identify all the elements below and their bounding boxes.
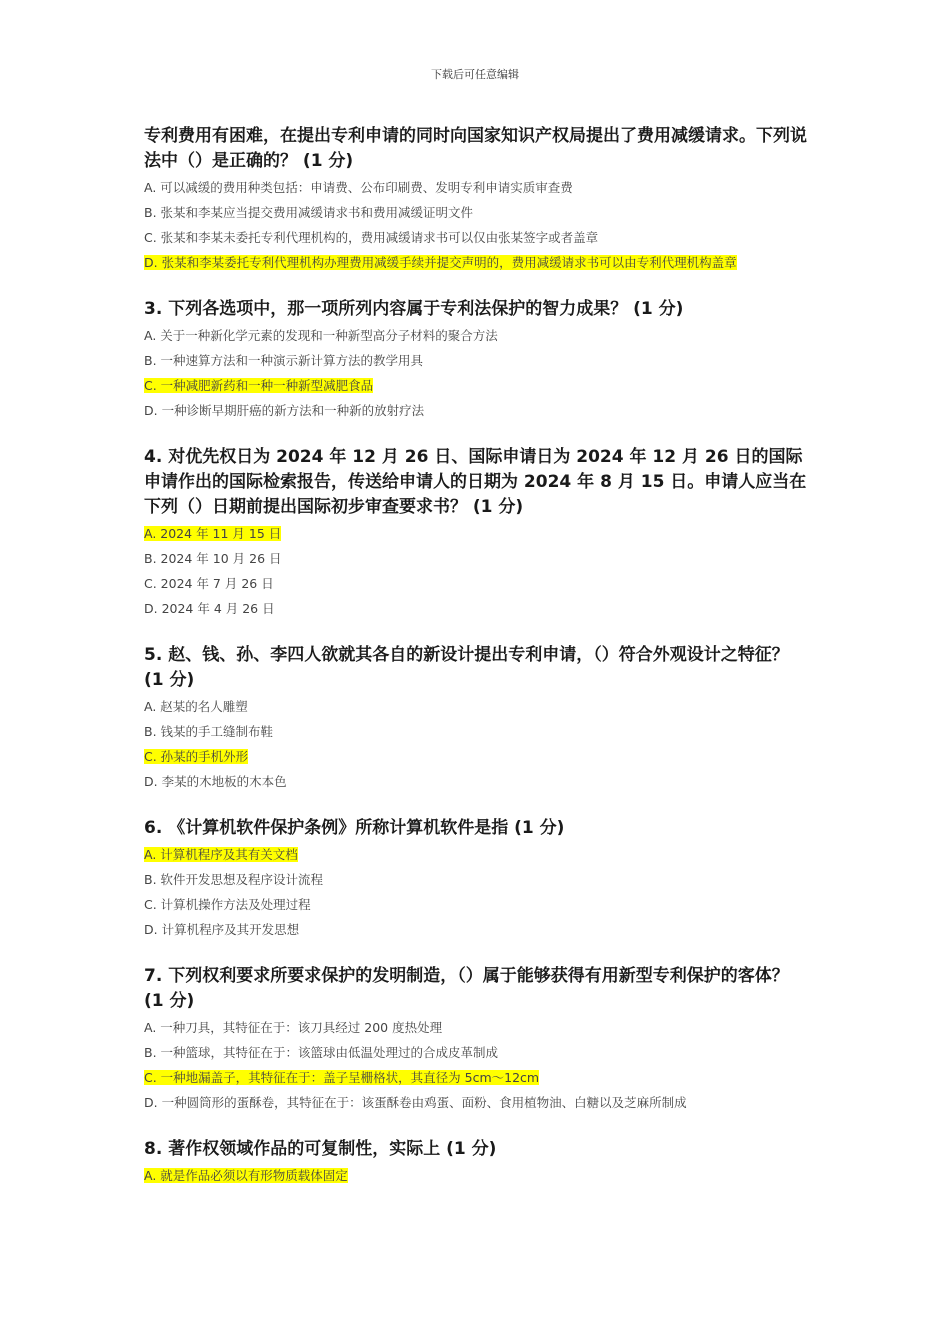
option-text: C. 一种地漏盖子，其特征在于：盖子呈栅格状，其直径为 5cm～12cm xyxy=(144,1070,540,1085)
answer-option-highlighted xyxy=(144,521,812,546)
answer-option-highlighted xyxy=(144,250,812,275)
option-text: C. 计算机操作方法及处理过程 xyxy=(144,897,311,912)
option-text: D. 一种诊断早期肝癌的新方法和一种新的放射疗法 xyxy=(144,403,425,418)
answer-option xyxy=(144,323,812,348)
option-text: C. 2024 年 7 月 26 日 xyxy=(144,576,274,591)
question-title: 8. 著作权领域作品的可复制性，实际上 (1 分) xyxy=(144,1139,497,1159)
answer-option xyxy=(144,571,812,596)
option-text: A. 计算机程序及其有关文档 xyxy=(144,847,298,862)
option-list xyxy=(144,1163,812,1188)
option-list xyxy=(144,1015,812,1115)
answer-option-highlighted xyxy=(144,1163,812,1188)
answer-option xyxy=(144,867,812,892)
option-text: B. 2024 年 10 月 26 日 xyxy=(144,551,282,566)
answer-option xyxy=(144,917,812,942)
option-text: A. 可以减缓的费用种类包括：申请费、公布印刷费、发明专利申请实质审查费 xyxy=(144,180,573,195)
option-text: C. 孙某的手机外形 xyxy=(144,749,249,764)
answer-option-highlighted xyxy=(144,744,812,769)
question-block xyxy=(144,124,812,275)
answer-option xyxy=(144,1090,812,1115)
question-block xyxy=(144,964,812,1115)
question-block xyxy=(144,297,812,423)
answer-option xyxy=(144,596,812,621)
question-title: 6. 《计算机软件保护条例》所称计算机软件是指 (1 分) xyxy=(144,818,565,838)
option-text: D. 计算机程序及其开发思想 xyxy=(144,922,300,937)
answer-option xyxy=(144,769,812,794)
answer-option-highlighted xyxy=(144,373,812,398)
question-block xyxy=(144,643,812,794)
option-text: B. 一种速算方法和一种演示新计算方法的教学用具 xyxy=(144,353,424,368)
option-text: A. 2024 年 11 月 15 日 xyxy=(144,526,282,541)
option-list xyxy=(144,521,812,621)
question-list xyxy=(144,124,812,1210)
question-title: 3. 下列各选项中，那一项所列内容属于专利法保护的智力成果？ (1 分) xyxy=(144,299,684,319)
answer-option xyxy=(144,546,812,571)
question-block xyxy=(144,445,812,621)
question-title: 专利费用有困难，在提出专利申请的同时向国家知识产权局提出了费用减缓请求。下列说法中（）是正确的？ (1 分) xyxy=(144,126,807,171)
answer-option xyxy=(144,694,812,719)
option-text: D. 一种圆筒形的蛋酥卷，其特征在于：该蛋酥卷由鸡蛋、面粉、食用植物油、白糖以及芝麻所制成 xyxy=(144,1095,687,1110)
option-text: C. 张某和李某未委托专利代理机构的，费用减缓请求书可以仅由张某签字或者盖章 xyxy=(144,230,599,245)
option-text: A. 一种刀具，其特征在于：该刀具经过 200 度热处理 xyxy=(144,1020,443,1035)
answer-option xyxy=(144,892,812,917)
answer-option xyxy=(144,175,812,200)
answer-option xyxy=(144,200,812,225)
option-text: C. 一种减肥新药和一种一种新型减肥食品 xyxy=(144,378,374,393)
option-list xyxy=(144,842,812,942)
question-title: 4. 对优先权日为 2024 年 12 月 26 日、国际申请日为 2024 年 12 月 26 日的国际申请作出的国际检索报告，传送给申请人的日期为 2024 年 8 月 15 日。申请人应当在下列（）日期前提出国际初步审查要求书？ (1 分) xyxy=(144,447,807,517)
option-text: D. 李某的木地板的木本色 xyxy=(144,774,287,789)
option-text: D. 张某和李某委托专利代理机构办理费用减缓手续并提交声明的，费用减缓请求书可以由专利代理机构盖章 xyxy=(144,255,737,270)
question-block xyxy=(144,816,812,942)
option-list xyxy=(144,323,812,423)
option-text: B. 张某和李某应当提交费用减缓请求书和费用减缓证明文件 xyxy=(144,205,474,220)
answer-option xyxy=(144,1040,812,1065)
option-text: B. 钱某的手工缝制布鞋 xyxy=(144,724,274,739)
option-text: D. 2024 年 4 月 26 日 xyxy=(144,601,275,616)
option-list xyxy=(144,694,812,794)
option-text: A. 关于一种新化学元素的发现和一种新型高分子材料的聚合方法 xyxy=(144,328,498,343)
answer-option xyxy=(144,719,812,744)
question-title: 5. 赵、钱、孙、李四人欲就其各自的新设计提出专利申请，（）符合外观设计之特征？ (1 分) xyxy=(144,645,789,690)
page-header: 下载后可任意编辑 xyxy=(431,68,519,81)
answer-option-highlighted xyxy=(144,1065,812,1090)
option-text: B. 软件开发思想及程序设计流程 xyxy=(144,872,324,887)
question-block xyxy=(144,1137,812,1188)
option-list xyxy=(144,175,812,275)
option-text: A. 就是作品必须以有形物质载体固定 xyxy=(144,1168,348,1183)
answer-option xyxy=(144,225,812,250)
option-text: A. 赵某的名人雕塑 xyxy=(144,699,248,714)
answer-option xyxy=(144,398,812,423)
question-title: 7. 下列权利要求所要求保护的发明制造，（）属于能够获得有用新型专利保护的客体？ (1 分) xyxy=(144,966,789,1011)
answer-option xyxy=(144,348,812,373)
answer-option-highlighted xyxy=(144,842,812,867)
answer-option xyxy=(144,1015,812,1040)
option-text: B. 一种篮球，其特征在于：该篮球由低温处理过的合成皮革制成 xyxy=(144,1045,499,1060)
